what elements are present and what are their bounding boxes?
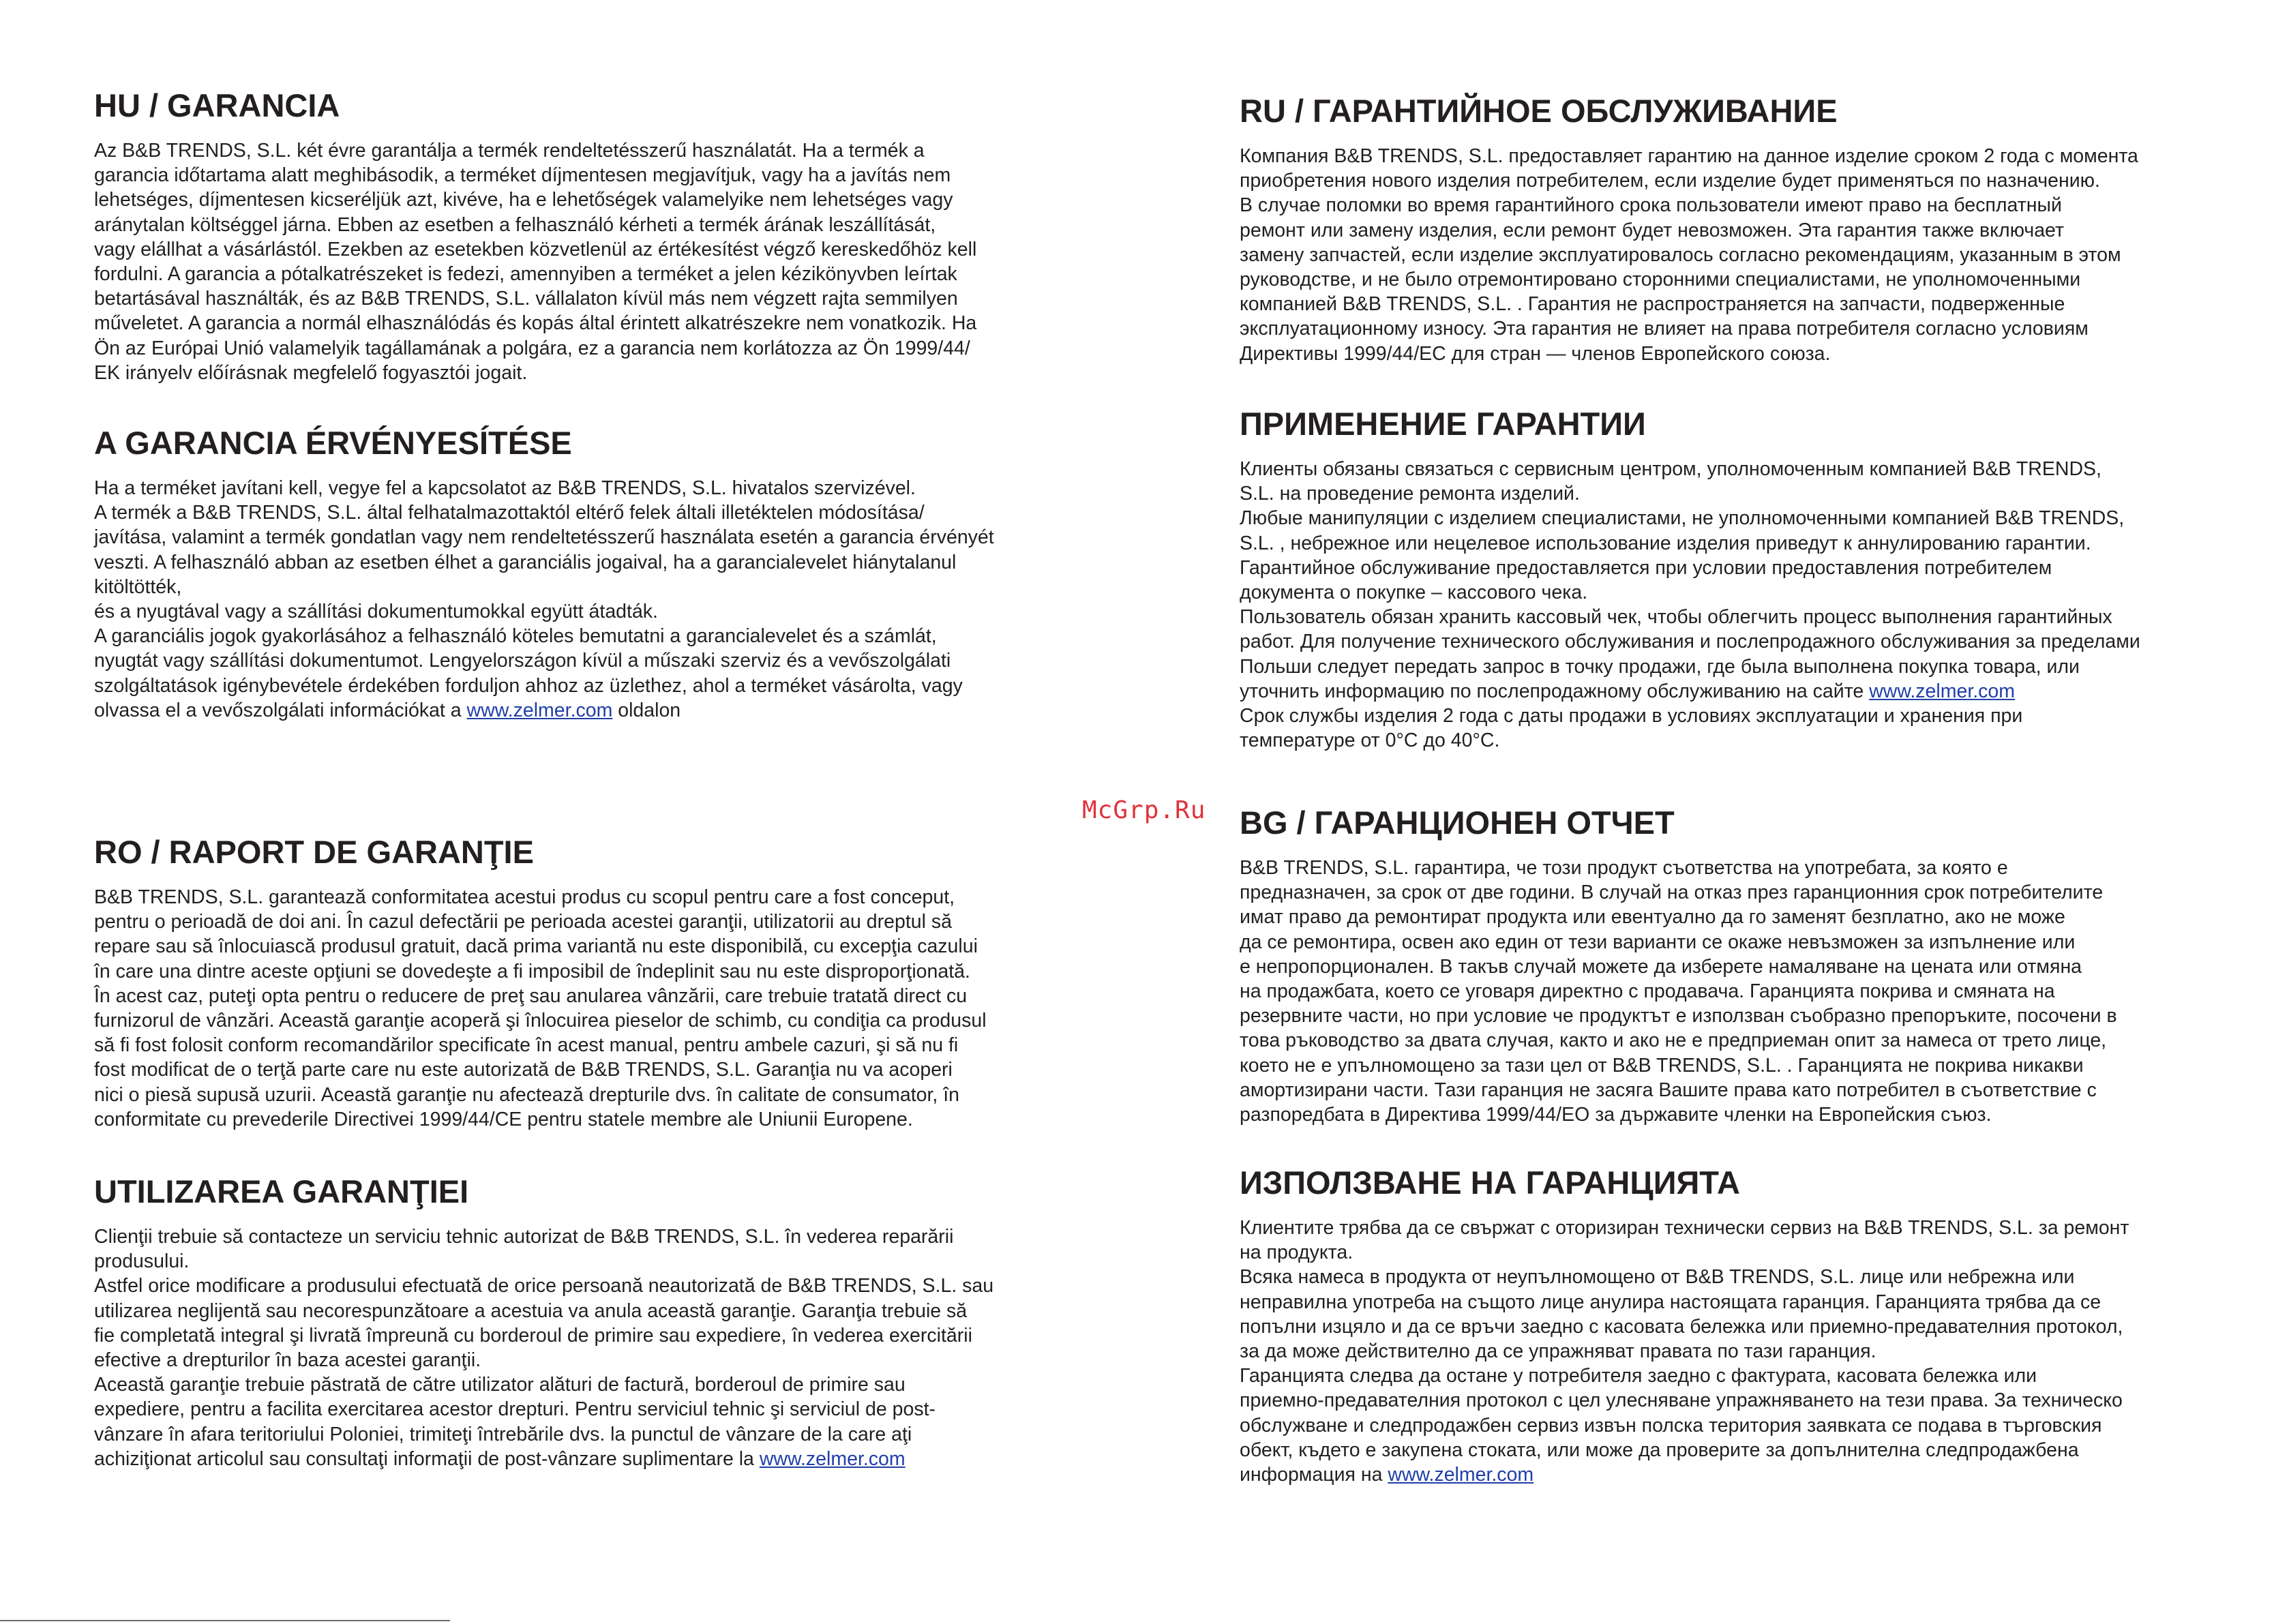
text-line: veszti. A felhasználó abban az esetben élhet a garanciális jogaival, ha a garancialevelet hiánytalanul <box>94 551 957 573</box>
text-line: lehetséges, díjmentesen kicseréljük azt, kivéve, ha e lehetőségek valamelyike nem lehetséges vagy <box>94 189 953 211</box>
text-line: vagy elállhat a vásárlástól. Ezekben az esetekben közvetlenül az értékesítést végző kereskedőhöz kell <box>94 238 977 260</box>
text-line: Ön az Európai Unió valamelyik tagállamának a polgára, ez a garancia nem korlátozza az Ön 1999/44/ <box>94 337 970 359</box>
text-line: приобретения нового изделия потребителем, если изделие будет применяться по назначению. <box>1240 170 2100 192</box>
text-line: Гарантийное обслуживание предоставляется при условии предоставления потребителем <box>1240 556 2052 579</box>
hu-validation-section <box>94 423 1076 723</box>
text-line <box>94 698 1076 723</box>
watermark: McGrp.Ru <box>1082 796 1206 824</box>
text-fragment: achiziţionat articolul sau consultaţi informaţii de post-vânzare suplimentare la <box>94 1447 760 1470</box>
text-line: температуре от 0°C до 40°C. <box>1240 730 1500 752</box>
ru-usage-text <box>1240 457 2208 753</box>
text-line: Польши следует передать запрос в точку продажи, где была выполнена покупка товара, или <box>1240 655 2080 678</box>
text-line: A termék a B&B TRENDS, S.L. által felhatalmazottaktól eltérő felek általi illetéktelen módosítása/ <box>94 502 925 524</box>
text-line: Пользователь обязан хранить кассовый чек, чтобы облегчить процесс выполнения гарантийных <box>1240 606 2112 629</box>
text-line: Această garanţie trebuie păstrată de către utilizator alături de factură, borderoul de primire sau <box>94 1374 906 1396</box>
text-line: Директивы 1999/44/ЕС для стран — членов Европейского союза. <box>1240 342 1831 365</box>
text-line <box>94 1447 1076 1471</box>
text-line: S.L. на проведение ремонта изделий. <box>1240 483 1580 505</box>
text-line: за да може действително да се упражняват правата по тази гаранция. <box>1240 1340 1876 1363</box>
ru-warranty-section <box>1240 91 2208 366</box>
text-line: EK irányelv előírásnak megfelelő fogyasztói jogait. <box>94 361 528 384</box>
text-line: замену запчастей, если изделие эксплуатировалось согласно рекомендациям, указанным в этом <box>1240 243 2121 266</box>
text-fragment: oldalon <box>612 699 681 721</box>
ro-title: RO / RAPORT DE GARANŢIE <box>94 834 534 870</box>
text-line: szolgáltatások igénybevétele érdekében forduljon ahhoz az üzlethez, ahol a terméket vásárolta, vagy <box>94 674 963 697</box>
text-line: B&B TRENDS, S.L. гарантира, че този продукт съответства на употребата, за която е <box>1240 857 2008 879</box>
text-line: és a nyugtával vagy a szállítási dokumentumokkal együtt átadták. <box>94 601 658 623</box>
text-line: repare sau să înlocuiască produsul gratuit, dacă prima variantă nu este disponibilă, cu excepţia cazului <box>94 935 978 958</box>
text-line: Клиентите трябва да се свържат с оторизиран технически сервиз на B&B TRENDS, S.L. за ремонт <box>1240 1217 2129 1239</box>
text-line: обект, където е закупена стоката, или може да проверите за допълнителна следпродажбена <box>1240 1439 2079 1461</box>
text-line: B&B TRENDS, S.L. garantează conformitatea acestui produs cu scopul pentru care a fost conceput, <box>94 886 955 908</box>
text-line: Всяка намеса в продукта от неупълномощено от B&B TRENDS, S.L. лице или небрежна или <box>1240 1266 2075 1289</box>
text-line: на продукта. <box>1240 1242 1353 1264</box>
text-line: попълни изцяло и да се връчи заедно с касовата бележка или приемно-предавателния протокол, <box>1240 1315 2123 1338</box>
ro-usage-title: UTILIZAREA GARANŢIEI <box>94 1173 469 1209</box>
text-line: Гаранцията следва да остане у потребителя заедно с фактурата, касовата бележка или <box>1240 1365 2037 1387</box>
zelmer-link[interactable]: www.zelmer.com <box>1388 1464 1534 1486</box>
text-line: műveletet. A garancia a normál elhasználódás és kopás által érintett alkatrészekre nem vonatkozik. Ha <box>94 312 977 335</box>
text-line: nyugtát vagy szállítási dokumentumot. Lengyelországon kívül a műszaki szerviz és a vevőszolgálati <box>94 650 951 672</box>
text-line: nici o piesă supusă uzurii. Această garanţie nu afectează drepturile dvs. în calitate de consumator, în <box>94 1083 960 1106</box>
text-line: fie completată integral şi livrată împreună cu borderoul de primire sau expediere, în vederea exercitării <box>94 1324 972 1347</box>
text-fragment: уточнить информацию по послепродажному обслуживанию на сайте <box>1240 680 1870 702</box>
ro-usage-text <box>94 1224 1076 1471</box>
text-line: javítása, valamint a termék gondatlan vagy nem rendeltetésszerű használata esetén a garancia érvényét <box>94 526 994 549</box>
text-line: компанией B&B TRENDS, S.L. . Гарантия не распространяется на запчасти, подверженные <box>1240 293 2065 316</box>
text-line: работ. Для получение технического обслуживания и послепродажного обслуживания за пределами <box>1240 631 2140 653</box>
text-line: vânzare în afara teritoriului Poloniei, trimiteţi întrebările dvs. la punctul de vânzare de la care aţi <box>94 1423 912 1445</box>
text-line: A garanciális jogok gyakorlásához a felhasználó köteles bemutatni a garancialevelet és a számlát, <box>94 625 937 648</box>
text-line: което не е упълномощено за тази цел от B&B TRENDS, S.L. . Гаранцията не покрива никакви <box>1240 1054 2084 1077</box>
bg-usage-text <box>1240 1216 2208 1487</box>
text-line: fost modificat de o terţă parte care nu este autorizată de B&B TRENDS, S.L. Garanţia nu va acoperi <box>94 1059 953 1081</box>
text-line: това ръководство за двата случая, както и ако не е предприеман опит за намеса от трето лице, <box>1240 1029 2107 1052</box>
text-line: предназначен, за срок от две години. В случай на отказ през гаранционния срок потребителите <box>1240 882 2104 904</box>
ro-usage-section <box>94 1171 1076 1471</box>
text-line: garancia időtartama alatt meghibásodik, a terméket díjmentesen megjavítjuk, vagy ha a javítás nem <box>94 164 951 187</box>
hu-validation-text <box>94 476 1076 723</box>
text-line: руководстве, и не было отремонтировано сторонними специалистами, не уполномоченными <box>1240 269 2081 291</box>
text-fragment: информация на <box>1240 1464 1388 1486</box>
text-line: furnizorul de vânzări. Această garanţie acoperă şi înlocuirea pieselor de schimb, cu condiţia ca produsul <box>94 1010 987 1032</box>
bg-usage-title: ИЗПОЛЗВАНЕ НА ГАРАНЦИЯТА <box>1240 1164 1740 1201</box>
text-line: Astfel orice modificare a produsului efectuată de orice persoană neautorizată de B&B TRENDS, S.L. sau <box>94 1275 994 1297</box>
text-line: е непропорционален. В такъв случай можете да изберете намаляване на цената или отмяна <box>1240 955 2082 978</box>
text-line: betartásával használták, és az B&B TRENDS, S.L. vállalaton kívül más nem végzett rajta semmilyen <box>94 288 958 310</box>
bg-text <box>1240 856 2208 1127</box>
text-line: разпоредбата в Директива 1999/44/ЕО за държавите членки на Европейския съюз. <box>1240 1104 1992 1126</box>
text-line: амортизирани части. Тази гаранция не засяга Вашите права като потребител в съответствие с <box>1240 1079 2097 1101</box>
text-line: în care una dintre aceste opţiuni se dovedeşte a fi imposibil de îndeplinit sau nu este disproporţionată. <box>94 960 970 982</box>
text-line: Клиенты обязаны связаться с сервисным центром, уполномоченным компанией B&B TRENDS, <box>1240 458 2101 480</box>
hu-title: HU / GARANCIA <box>94 87 340 123</box>
text-line: S.L. , небрежное или нецелевое использование изделия приведут к аннулированию гарантии. <box>1240 532 2091 554</box>
bg-warranty-section <box>1240 802 2208 1127</box>
text-line: produsului. <box>94 1250 190 1273</box>
bg-title: BG / ГАРАНЦИОНЕН ОТЧЕТ <box>1240 805 1675 841</box>
text-line: В случае поломки во время гарантийного срока пользователи имеют право на бесплатный <box>1240 194 2062 217</box>
ru-text <box>1240 144 2208 366</box>
text-line: приемно-предавателния протокол с цел улесняване упражняването на тези права. За техническо <box>1240 1389 2123 1412</box>
text-line: имат право да ремонтират продукта или евентуално да го заменят безплатно, ако не може <box>1240 906 2065 929</box>
text-line: Любые манипуляции с изделием специалистами, не уполномоченными компанией B&B TRENDS, <box>1240 507 2125 530</box>
text-line: utilizarea neglijentă sau necorespunzătoare a acestuia va anula această garanţie. Garanţia trebuie să <box>94 1299 968 1322</box>
text-line: обслужване и следпродажбен сервиз извън полска територия заявката се подава в търговския <box>1240 1414 2102 1437</box>
text-line: ремонт или замену изделия, если ремонт будет невозможен. Эта гарантия также включает <box>1240 219 2064 241</box>
zelmer-link[interactable]: www.zelmer.com <box>466 699 613 721</box>
zelmer-link[interactable]: www.zelmer.com <box>1869 680 2015 702</box>
ru-usage-section <box>1240 404 2208 753</box>
footer-divider <box>0 1620 450 1621</box>
text-line: În acest caz, puteţi opta pentru o reducere de preţ sau anularea vânzării, care trebuie tratată direct cu <box>94 984 968 1007</box>
text-line: резервните части, но при условие че продуктът е използван съобразно препоръките, посочени в <box>1240 1005 2117 1027</box>
zelmer-link[interactable]: www.zelmer.com <box>759 1447 906 1470</box>
text-line: efective a drepturilor în baza acestei garanţii. <box>94 1349 481 1372</box>
text-fragment: olvassa el a vevőszolgálati információkat a <box>94 699 467 721</box>
hu-warranty-section <box>94 85 1076 385</box>
text-line: Ha a terméket javítani kell, vegye fel a kapcsolatot az B&B TRENDS, S.L. hivatalos szervizével. <box>94 477 916 499</box>
hu-text <box>94 138 1076 385</box>
text-line: aránytalan költséggel járna. Ebben az esetben a felhasználó kérheti a termék árának leszállítását, <box>94 213 936 236</box>
text-line: да се ремонтира, освен ако един от тези варианти се окаже невъзможен за изпълнение или <box>1240 931 2076 953</box>
ro-text <box>94 885 1076 1132</box>
text-line: expediere, pentru a facilita exercitarea acestor drepturi. Pentru serviciul tehnic şi serviciul de post- <box>94 1398 936 1421</box>
text-line: pentru o perioadă de doi ani. În cazul defectării pe perioada acestei garanţii, utilizatorii au dreptul să <box>94 911 952 933</box>
text-line: Az B&B TRENDS, S.L. két évre garantálja a termék rendeltetésszerű használatát. Ha a termék a <box>94 140 925 162</box>
text-line: fordulni. A garancia a pótalkatrészeket is fedezi, amennyiben a terméket a jelen kézikönyvben leírtak <box>94 263 957 286</box>
ru-usage-title: ПРИМЕНЕНИЕ ГАРАНТИИ <box>1240 406 1646 442</box>
text-line: Clienţii trebuie să contacteze un serviciu tehnic autorizat de B&B TRENDS, S.L. în vederea reparării <box>94 1226 954 1248</box>
text-line: Компания B&B TRENDS, S.L. предоставляет гарантию на данное изделие сроком 2 года с момента <box>1240 145 2138 167</box>
text-line <box>1240 679 2208 704</box>
text-line: kitöltötték, <box>94 575 182 598</box>
ro-warranty-section <box>94 832 1076 1132</box>
bg-usage-section <box>1240 1162 2208 1487</box>
text-line: документа о покупке – кассового чека. <box>1240 582 1588 604</box>
text-line: на продажбата, което се уговаря директно с продавача. Гаранцията покрива и смяната на <box>1240 980 2055 1003</box>
hu-validation-title: A GARANCIA ÉRVÉNYESÍTÉSE <box>94 425 572 461</box>
text-line: să fi fost folosit conform recomandărilor specificate în acest manual, pentru ambele cazuri, şi să nu fi <box>94 1034 959 1057</box>
text-line: conformitate cu prevederile Directivei 1999/44/CE pentru statele membre ale Uniunii Europene. <box>94 1108 913 1130</box>
text-line <box>1240 1462 2208 1487</box>
text-line: эксплуатационному износу. Эта гарантия не влияет на права потребителя согласно условиям <box>1240 318 2089 340</box>
ru-title: RU / ГАРАНТИЙНОЕ ОБСЛУЖИВАНИЕ <box>1240 93 1838 129</box>
text-line: неправилна употреба на същото лице анулира настоящата гаранция. Гаранцията трябва да се <box>1240 1291 2101 1313</box>
text-line: Срок службы изделия 2 года с даты продажи в условиях эксплуатации и хранения при <box>1240 705 2023 727</box>
